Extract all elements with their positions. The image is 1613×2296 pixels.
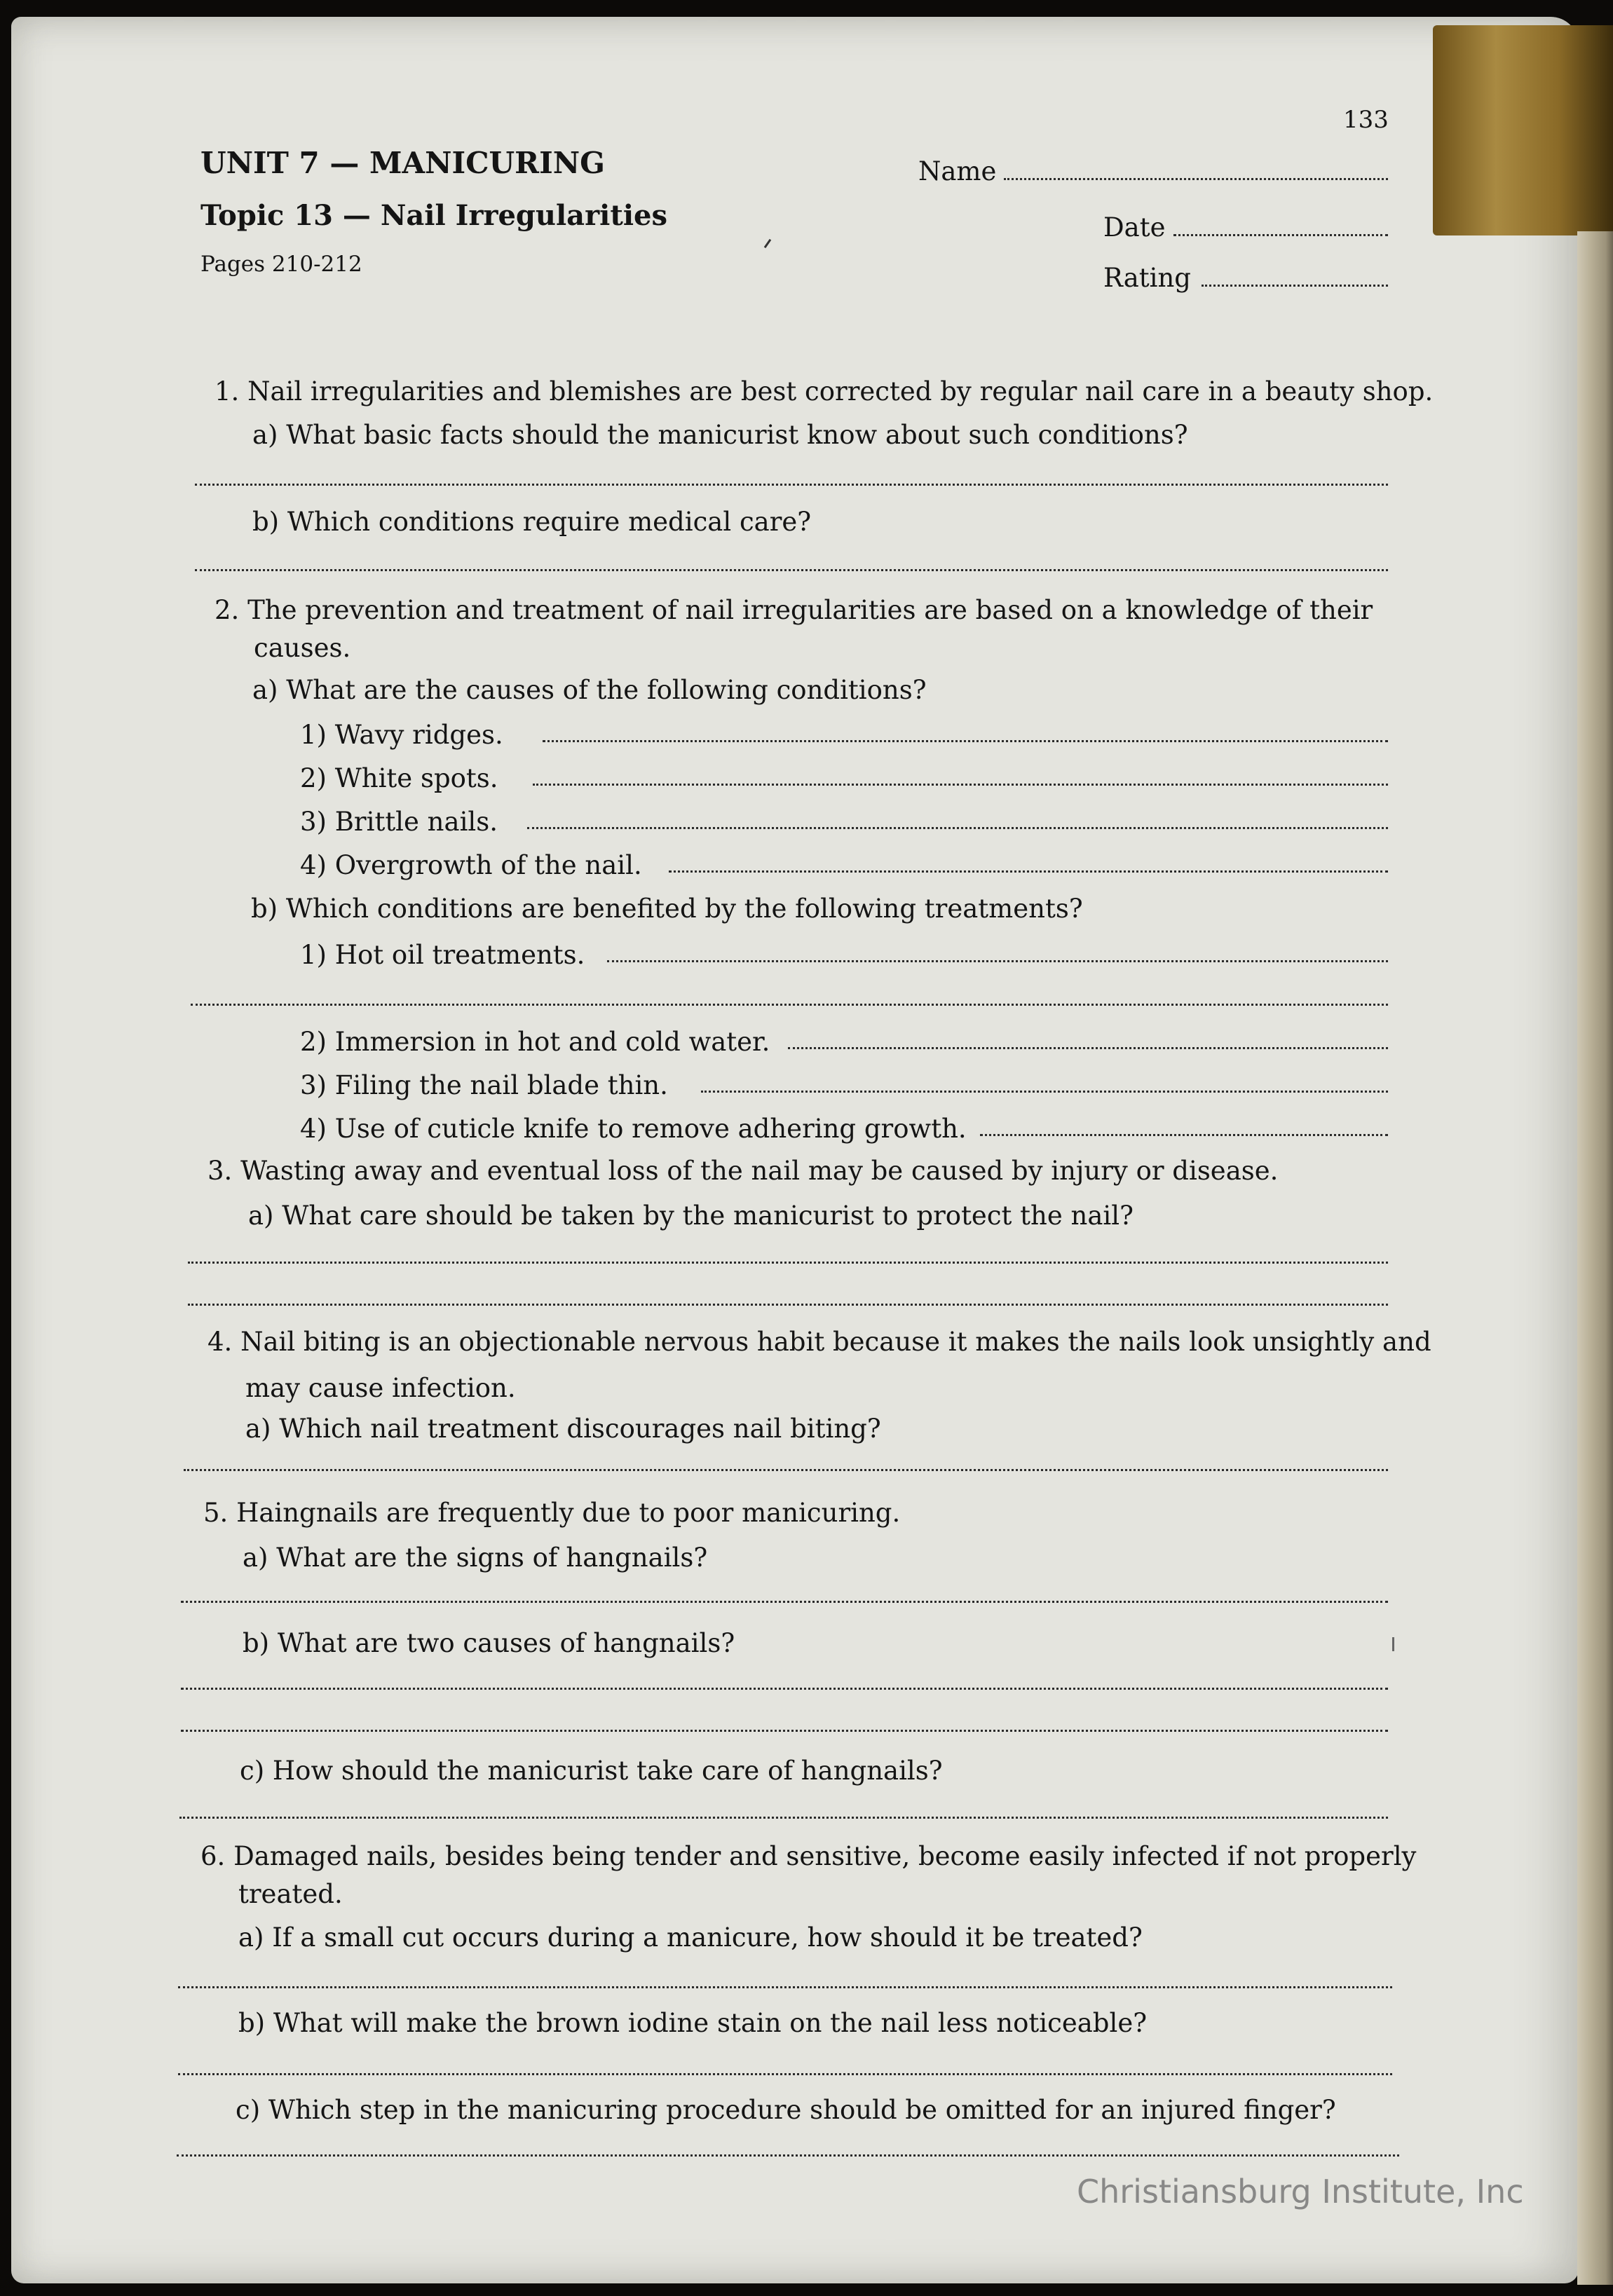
bookmark-ribbon [1433, 25, 1613, 235]
question-2b-4: 4) Use of cuticle knife to remove adhering growth. [300, 1114, 967, 1144]
answer-line-6b[interactable] [178, 2073, 1392, 2075]
question-2a-3: 3) Brittle nails. [300, 807, 498, 837]
question-1: 1. Nail irregularities and blemishes are best corrected by regular nail care in a beauty shop. [215, 376, 1434, 406]
question-5b: b) What are two causes of hangnails? [243, 1628, 735, 1658]
answer-line-5c[interactable] [179, 1817, 1388, 1819]
pages-reference: Pages 210-212 [200, 252, 362, 277]
answer-line-2a-3[interactable] [527, 827, 1388, 829]
question-6b: b) What will make the brown iodine stain on the nail less noticeable? [238, 2008, 1148, 2038]
question-2a: a) What are the causes of the following conditions? [252, 675, 927, 705]
question-2b-3: 3) Filing the nail blade thin. [300, 1070, 668, 1100]
question-3a: a) What care should be taken by the manicurist to protect the nail? [248, 1201, 1134, 1231]
unit-title: UNIT 7 — MANICURING [200, 146, 605, 180]
question-5: 5. Haingnails are frequently due to poor manicuring. [203, 1498, 901, 1528]
question-6: 6. Damaged nails, besides being tender and sensitive, become easily infected if not properly [200, 1841, 1417, 1871]
question-2b-1: 1) Hot oil treatments. [300, 940, 585, 970]
answer-line-2b-2[interactable] [788, 1047, 1388, 1049]
rating-field[interactable] [1202, 285, 1388, 287]
page-number: 133 [1343, 106, 1389, 134]
answer-line-2b-4[interactable] [980, 1134, 1388, 1136]
question-3: 3. Wasting away and eventual loss of the nail may be caused by injury or disease. [207, 1156, 1279, 1186]
answer-line-6a[interactable] [178, 1986, 1392, 1988]
answer-line-5b-1[interactable] [181, 1688, 1388, 1690]
question-4a: a) Which nail treatment discourages nail biting? [245, 1414, 881, 1444]
answer-line-2b-1[interactable] [607, 960, 1388, 962]
question-4-continued: may cause infection. [245, 1373, 516, 1403]
answer-line-2a-1[interactable] [543, 740, 1388, 742]
answer-line-4a[interactable] [184, 1469, 1388, 1471]
question-4: 4. Nail biting is an objectionable nervous habit because it makes the nails look unsightly and [207, 1327, 1431, 1357]
question-2b: b) Which conditions are benefited by the following treatments? [251, 894, 1083, 924]
question-2: 2. The prevention and treatment of nail irregularities are based on a knowledge of their [215, 595, 1373, 625]
question-6c: c) Which step in the manicuring procedure should be omitted for an injured finger? [236, 2095, 1336, 2125]
topic-title: Topic 13 — Nail Irregularities [200, 199, 667, 232]
answer-line-3a-2[interactable] [188, 1304, 1388, 1306]
question-1b: b) Which conditions require medical care? [252, 507, 812, 537]
answer-line-2b-3[interactable] [701, 1091, 1388, 1093]
question-1a: a) What basic facts should the manicurist know about such conditions? [252, 420, 1188, 450]
question-2b-2: 2) Immersion in hot and cold water. [300, 1027, 770, 1057]
question-5c: c) How should the manicurist take care of hangnails? [240, 1756, 943, 1786]
question-6-continued: treated. [238, 1879, 343, 1909]
answer-line-5b-2[interactable] [181, 1730, 1388, 1732]
answer-line-5a[interactable] [181, 1601, 1388, 1603]
answer-line-2b-1-extra[interactable] [191, 1004, 1388, 1006]
margin-mark [1392, 1637, 1394, 1651]
question-2a-1: 1) Wavy ridges. [300, 720, 503, 750]
book-page-edges [1577, 231, 1613, 2285]
name-label: Name [918, 156, 997, 186]
rating-label: Rating [1103, 263, 1191, 293]
answer-line-2a-4[interactable] [669, 870, 1388, 873]
answer-line-1a[interactable] [195, 484, 1388, 486]
answer-line-1b[interactable] [195, 569, 1388, 571]
answer-line-6c[interactable] [177, 2154, 1399, 2157]
name-field[interactable] [1004, 178, 1388, 180]
question-2-continued: causes. [254, 633, 351, 663]
date-field[interactable] [1173, 234, 1388, 236]
date-label: Date [1103, 212, 1166, 242]
question-2a-2: 2) White spots. [300, 763, 498, 793]
question-5a: a) What are the signs of hangnails? [243, 1543, 708, 1573]
answer-line-2a-2[interactable] [533, 784, 1388, 786]
answer-line-3a-1[interactable] [188, 1262, 1388, 1264]
question-6a: a) If a small cut occurs during a manicure, how should it be treated? [238, 1922, 1143, 1953]
question-2a-4: 4) Overgrowth of the nail. [300, 850, 642, 880]
watermark: Christiansburg Institute, Inc [1077, 2173, 1524, 2210]
